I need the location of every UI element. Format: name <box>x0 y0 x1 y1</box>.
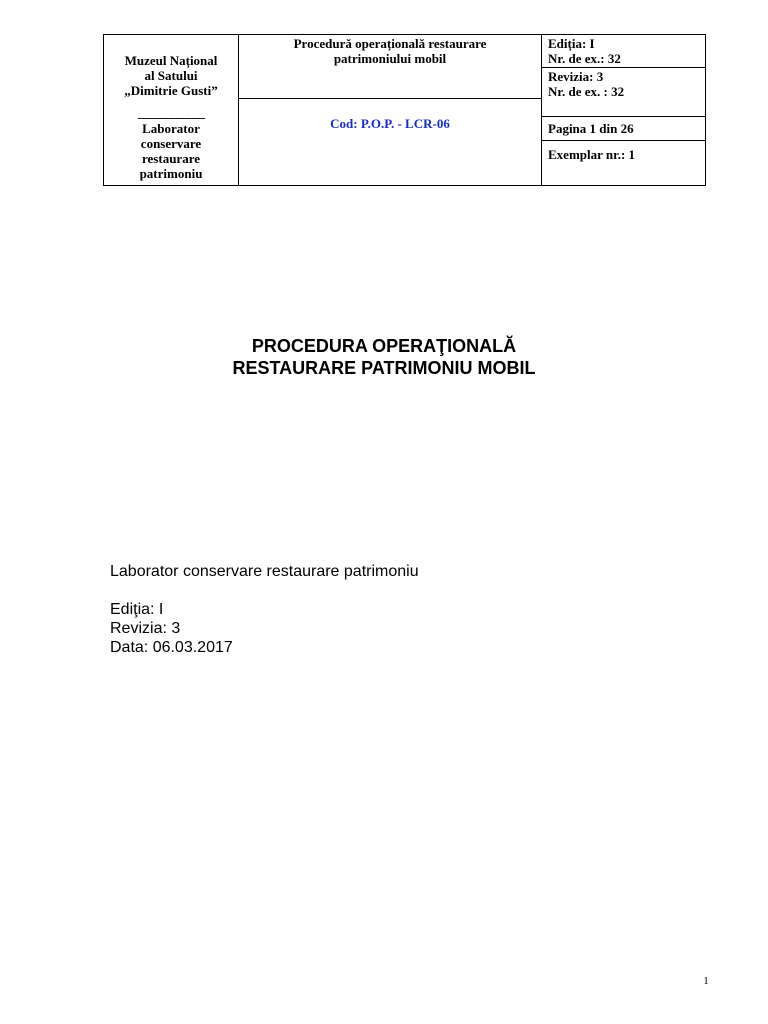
edition-label: Ediția: I <box>548 36 595 51</box>
laboratory-name <box>104 121 238 181</box>
lab-name-line: patrimoniu <box>139 166 203 181</box>
document-info-cell <box>542 35 706 186</box>
museum-name <box>104 53 238 98</box>
procedure-code: Cod: P.O.P. - LCR-06 <box>330 116 450 131</box>
page-number: 1 <box>703 975 709 987</box>
exemplar-info: Exemplar nr.: 1 <box>548 147 636 162</box>
lab-name-line: Laborator <box>142 121 200 136</box>
document-title-line: PROCEDURA OPERAŢIONALĂ <box>251 336 517 356</box>
edition-text: Ediţia: I <box>110 601 164 618</box>
document-title <box>0 335 768 379</box>
laboratory-heading: Laborator conservare restaurare patrimoniu <box>110 563 419 580</box>
museum-name-line: Muzeul Național <box>124 53 218 68</box>
edition-info <box>542 35 705 68</box>
procedure-cell <box>239 35 542 186</box>
revision-text: Revizia: 3 <box>110 620 181 637</box>
revision-info <box>542 68 705 117</box>
procedure-name <box>239 35 541 99</box>
copies-count: Nr. de ex.: 32 <box>548 51 621 66</box>
document-header-table <box>103 34 706 186</box>
document-title-line: RESTAURARE PATRIMONIU MOBIL <box>232 358 536 378</box>
lab-name-line: restaurare <box>142 151 200 166</box>
revision-label: Revizia: 3 <box>548 69 604 84</box>
procedure-name-line: Procedură operațională restaurare <box>293 36 487 51</box>
museum-name-line: al Satului <box>144 68 198 83</box>
document-metadata <box>110 600 233 657</box>
copies-count: Nr. de ex. : 32 <box>548 84 625 99</box>
separator-line: ____________ <box>138 105 204 120</box>
date-text: Data: 06.03.2017 <box>110 639 233 656</box>
page-info: Pagina 1 din 26 <box>542 117 705 141</box>
institution-cell <box>104 35 239 186</box>
lab-name-line: conservare <box>140 136 202 151</box>
procedure-name-line: patrimoniului mobil <box>333 51 447 66</box>
museum-name-line: „Dimitrie Gusti” <box>124 83 218 98</box>
